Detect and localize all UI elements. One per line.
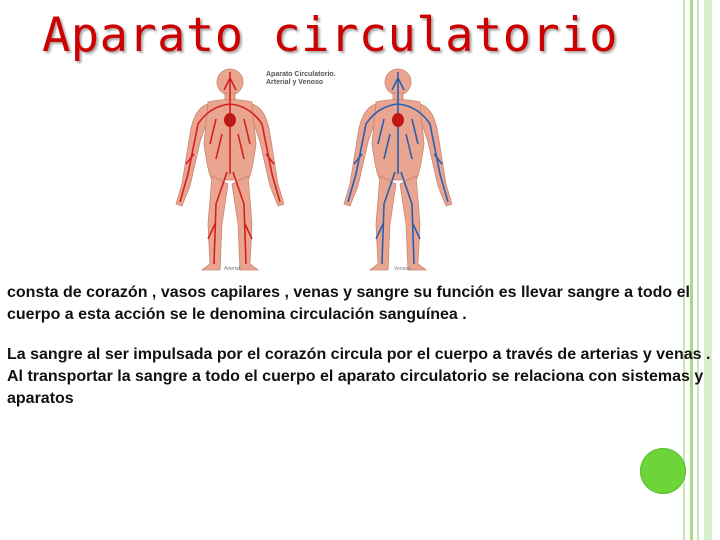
slide-border-line [697,0,699,540]
green-circle-decoration [640,448,686,494]
caption-line: Aparato Circulatorio. [266,71,336,78]
heart-icon [224,113,236,127]
slide-border-line [704,0,712,540]
illustration-caption [266,71,336,87]
arteries-network [180,72,280,264]
slide-border-line [690,0,693,540]
paragraph-function: La sangre al ser impulsada por el corazón circula por el cuerpo a través de arterias y venas . Al transportar la sangre a todo el cuerpo el aparato circulatorio se relaciona con sistemas y aparatos [7,346,711,407]
caption-line: Arterial y Venoso [266,79,324,86]
circulatory-system-illustration [158,64,468,278]
slide-body [7,282,712,410]
arterial-label: Arterial [224,266,240,272]
heart-icon [392,113,404,127]
veins-network [348,72,448,264]
venous-label: Venoso [394,266,411,272]
paragraph-definition: consta de corazón , vasos capilares , venas y sangre su función es llevar sangre a todo el cuerpo a esta acción se le denomina circulación sanguínea . [7,284,690,323]
slide-title: Aparato circulatorio [42,8,618,63]
slide-border-line [683,0,685,540]
